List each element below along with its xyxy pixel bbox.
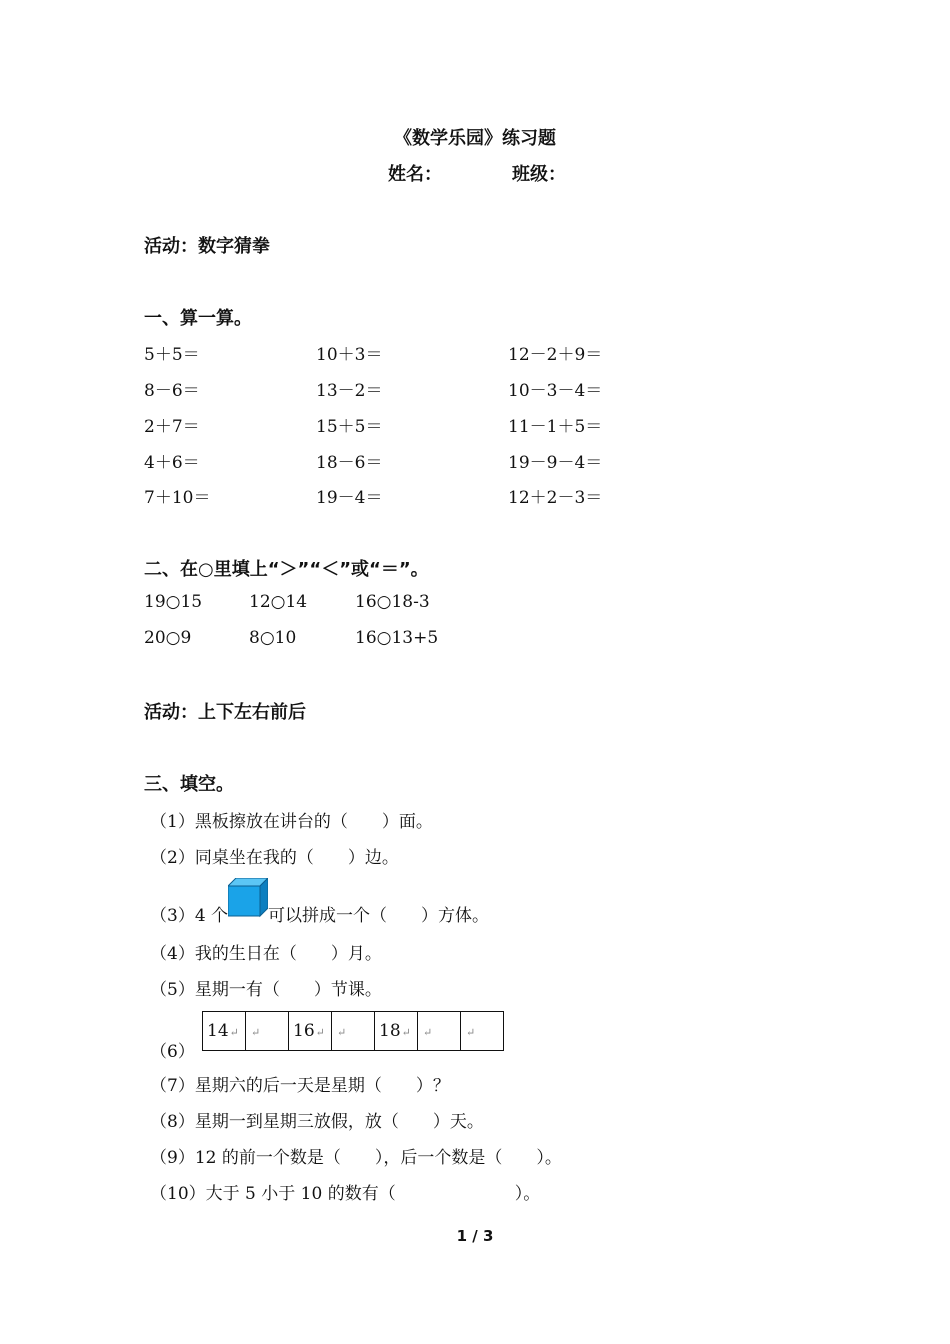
calc-item: 8－6＝ xyxy=(144,381,200,401)
calc-item: 11－1＋5＝ xyxy=(508,417,603,437)
sequence-cell[interactable]: ↵ xyxy=(461,1012,504,1051)
sequence-cell[interactable]: 14↵ xyxy=(203,1012,246,1051)
question-10: （10）大于 5 小于 10 的数有（ ）。 xyxy=(150,1184,541,1204)
calc-item: 12－2＋9＝ xyxy=(508,345,603,365)
compare-item: 19○15 xyxy=(144,592,203,612)
question-3-prefix: （3）4 个 xyxy=(150,906,229,926)
page-number: 1 / 3 xyxy=(456,1227,494,1245)
question-2: （2）同桌坐在我的（ ）边。 xyxy=(150,848,399,868)
sequence-cell[interactable]: ↵ xyxy=(418,1012,461,1051)
number-sequence-table xyxy=(202,1011,504,1051)
section-2-heading: 二、在○里填上“＞”“＜”或“＝”。 xyxy=(144,559,429,580)
calc-item: 7＋10＝ xyxy=(144,488,211,508)
calc-item: 5＋5＝ xyxy=(144,345,200,365)
calc-item: 10－3－4＝ xyxy=(508,381,603,401)
sequence-cell[interactable]: 16↵ xyxy=(289,1012,332,1051)
calc-item: 2＋7＝ xyxy=(144,417,200,437)
question-7: （7）星期六的后一天是星期（ ）？ xyxy=(150,1076,450,1096)
compare-item: 20○9 xyxy=(144,628,192,648)
cube-front-face xyxy=(228,886,260,916)
calc-item: 13－2＝ xyxy=(316,381,383,401)
question-3-suffix: 可以拼成一个（ ）方体。 xyxy=(268,906,489,926)
activity-heading-1: 活动：数字猜拳 xyxy=(144,236,270,257)
compare-item: 16○18-3 xyxy=(355,592,430,612)
calc-item: 18－6＝ xyxy=(316,453,383,473)
calc-item: 12＋2－3＝ xyxy=(508,488,603,508)
sequence-cell[interactable]: ↵ xyxy=(332,1012,375,1051)
calc-item: 15＋5＝ xyxy=(316,417,383,437)
compare-item: 8○10 xyxy=(249,628,297,648)
compare-item: 12○14 xyxy=(249,592,308,612)
question-8: （8）星期一到星期三放假，放（ ）天。 xyxy=(150,1112,484,1132)
sequence-cell[interactable]: 18↵ xyxy=(375,1012,418,1051)
class-label: 班级： xyxy=(512,164,566,185)
calc-item: 19－9－4＝ xyxy=(508,453,603,473)
section-1-heading: 一、算一算。 xyxy=(144,308,252,329)
page-title: 《数学乐园》练习题 xyxy=(394,128,556,149)
question-1: （1）黑板擦放在讲台的（ ）面。 xyxy=(150,812,433,832)
calc-item: 19－4＝ xyxy=(316,488,383,508)
name-label: 姓名： xyxy=(388,164,442,185)
calc-item: 10＋3＝ xyxy=(316,345,383,365)
activity-heading-2: 活动：上下左右前后 xyxy=(144,702,306,723)
sequence-cell[interactable]: ↵ xyxy=(246,1012,289,1051)
calc-item: 4＋6＝ xyxy=(144,453,200,473)
cube-icon xyxy=(228,878,268,918)
compare-item: 16○13+5 xyxy=(355,628,439,648)
question-9: （9）12 的前一个数是（ ），后一个数是（ ）。 xyxy=(150,1148,562,1168)
section-3-heading: 三、填空。 xyxy=(144,774,234,795)
name-class-row xyxy=(388,160,566,186)
question-4: （4）我的生日在（ ）月。 xyxy=(150,944,382,964)
question-5: （5）星期一有（ ）节课。 xyxy=(150,980,382,1000)
question-6-label: （6） xyxy=(150,1042,195,1062)
